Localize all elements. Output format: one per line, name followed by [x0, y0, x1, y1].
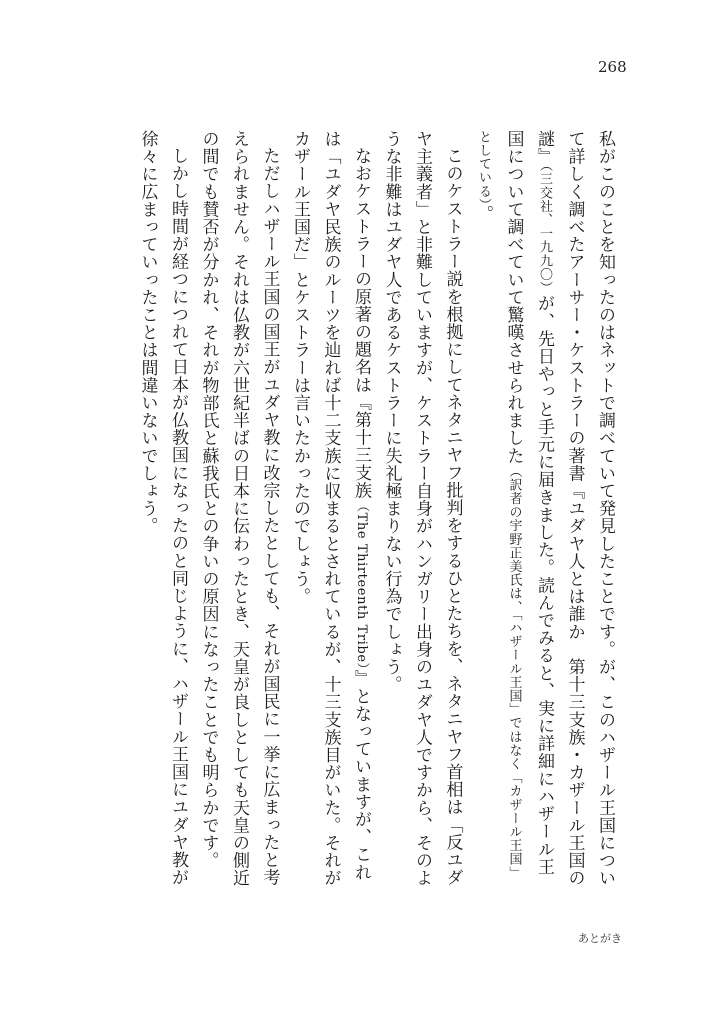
paragraph-1-text-c: 。: [473, 205, 493, 223]
body-text: [137, 130, 620, 890]
page-number: 268: [598, 58, 627, 76]
paragraph-3: [285, 130, 377, 890]
paragraph-3-note: （The Thirteenth Tribe）: [354, 499, 369, 670]
paragraph-1-text-b: が、先日やっと手元に届きました。読んでみると、実に詳細にハザール王国について調べていて驚嘆させられました: [503, 130, 554, 876]
paragraph-1-text-a: 私がこのことを知ったのはネットで調べていて発見したことです。が、このハザール王国について詳しく調べたアーサー・ケストラーの著書『ユダヤ人とは誰か 第十三支族・カザール王国の謎』: [534, 130, 615, 887]
paragraph-4: ただしハザール王国の国王がユダヤ教に改宗したとしても、それが国民に一挙に広まったと考えられません。それは仏教が六世紀半ばの日本に伝わったとき、天皇が良しとしても天皇の側近の間でも賛否が分かれ、それが物部氏と蘇我氏との争いの原因になったことでも明らかです。: [198, 130, 280, 887]
paragraph-1: [468, 130, 621, 890]
paragraph-3-text-a: なおケストラーの原著の題名は『第十三支族: [351, 147, 371, 499]
section-footer: あとがき: [578, 932, 622, 945]
paragraph-1-note-1: （三交社、一九九〇）: [537, 165, 552, 295]
paragraph-5: しかし時間が経つにつれて日本が仏教国になったのと同じように、ハザール王国にユダヤ教が徐々に広まっていったことは間違いないでしょう。: [137, 130, 188, 887]
paragraph-3-text-b: 』となっていますが、これは「ユダヤ民族のルーツを辿れば十二支族に収まるとされているが、十三支族目がいた。それがカザール王国だ」とケストラーは言いたかったのでしょう。: [290, 130, 371, 887]
paragraph-1-note-2: （訳者の宇野正美氏は、「ハザール王国」ではなく「カザール王国」としている）: [476, 130, 522, 880]
paragraph-2: このケストラー説を根拠にしてネタニヤフ批判をするひとたちを、ネタニヤフ首相は「反ユダヤ主義者」と非難していますが、ケストラー自身がハンガリー出身のユダヤ人ですから、そのような非難はユダヤ人であるケストラーに失礼極まりない行為でしょう。: [381, 130, 463, 887]
